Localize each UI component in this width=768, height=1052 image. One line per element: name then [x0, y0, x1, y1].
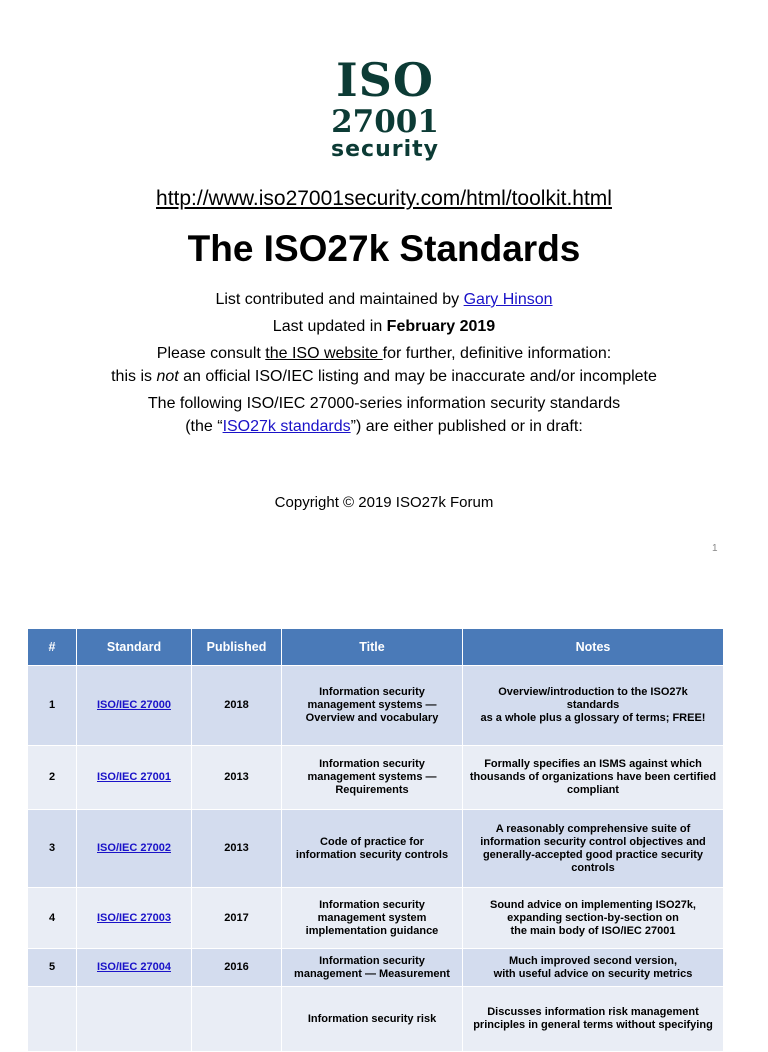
- published-cell: 2013: [192, 746, 282, 810]
- title-cell: Information security management systems — Requirements: [282, 746, 463, 810]
- standard-cell: [77, 949, 192, 987]
- consult-prefix: Please consult: [156, 345, 266, 362]
- contributed-prefix: List contributed and maintained by: [215, 291, 464, 308]
- updated-prefix: Last updated in: [272, 318, 387, 335]
- iso-website-link[interactable]: the ISO website: [265, 345, 383, 362]
- iso27001-logo: [310, 55, 460, 161]
- title-cell: Code of practice for information security controls: [282, 810, 463, 888]
- title-cell: Information security management — Measurement: [282, 949, 463, 987]
- following-line-2: [100, 415, 668, 438]
- published-cell: 2016: [192, 949, 282, 987]
- header-standard: Standard: [77, 629, 192, 666]
- standard-link[interactable]: ISO/IEC 27004: [97, 961, 171, 973]
- following2-prefix: (the “: [185, 418, 223, 435]
- toolkit-url[interactable]: http://www.iso27001security.com/html/toolkit.html: [156, 187, 612, 210]
- contributor-link[interactable]: Gary Hinson: [463, 291, 553, 308]
- logo-line-iso: ISO: [336, 53, 434, 107]
- row-number: 3: [28, 810, 77, 888]
- notes-cell: A reasonably comprehensive suite of information security control objectives and generally-accepted good practice security controls: [463, 810, 724, 888]
- published-cell: 2017: [192, 888, 282, 949]
- disclaimer-prefix: this is: [111, 368, 157, 385]
- following2-suffix: ”) are either published or in draft:: [350, 418, 583, 435]
- row-number: 1: [28, 666, 77, 746]
- table-row: [28, 949, 724, 987]
- table-row: [28, 746, 724, 810]
- intro-text: [100, 288, 668, 438]
- header-title: Title: [282, 629, 463, 666]
- row-number: 5: [28, 949, 77, 987]
- notes-cell: Overview/introduction to the ISO27k standards as a whole plus a glossary of terms; FREE!: [463, 666, 724, 746]
- row-number: 4: [28, 888, 77, 949]
- following-line: The following ISO/IEC 27000-series information security standards: [147, 395, 621, 412]
- standard-cell: [77, 810, 192, 888]
- standard-link[interactable]: ISO/IEC 27000: [97, 699, 171, 711]
- published-cell: 2018: [192, 666, 282, 746]
- notes-cell: Formally specifies an ISMS against which thousands of organizations have been certified compliant: [463, 746, 724, 810]
- standards-table-container: [27, 628, 723, 1052]
- standard-cell: [77, 987, 192, 1052]
- published-cell: [192, 987, 282, 1052]
- updated-line: [100, 315, 668, 338]
- header-published: Published: [192, 629, 282, 666]
- disclaimer-line: [100, 365, 668, 388]
- row-number: 2: [28, 746, 77, 810]
- standard-cell: [77, 888, 192, 949]
- logo-line-security: security: [331, 137, 439, 162]
- consult-suffix: for further, definitive information:: [382, 345, 612, 362]
- notes-cell: Discusses information risk management principles in general terms without specifying: [463, 987, 724, 1052]
- standard-link[interactable]: ISO/IEC 27002: [97, 842, 171, 854]
- standard-cell: [77, 666, 192, 746]
- copyright: Copyright © 2019 ISO27k Forum: [274, 494, 494, 511]
- title-cell: Information security management systems — Overview and vocabulary: [282, 666, 463, 746]
- updated-date: February 2019: [386, 318, 496, 335]
- row-number: [28, 987, 77, 1052]
- title-cell: Information security risk: [282, 987, 463, 1052]
- notes-cell: Sound advice on implementing ISO27k, expanding section-by-section on the main body of ISO/IEC 27001: [463, 888, 724, 949]
- header-num: #: [28, 629, 77, 666]
- disclaimer-emphasis: not: [156, 368, 179, 385]
- logo-line-27001: 27001: [331, 104, 439, 140]
- page-title: The ISO27k Standards: [187, 228, 581, 269]
- notes-cell: Much improved second version, with useful advice on security metrics: [463, 949, 724, 987]
- page-number: 1: [712, 543, 718, 554]
- consult-line: [100, 342, 668, 365]
- standards-table: [27, 628, 724, 1052]
- contributed-line: [100, 288, 668, 311]
- table-row: [28, 987, 724, 1052]
- standard-link[interactable]: ISO/IEC 27001: [97, 771, 171, 783]
- published-cell: 2013: [192, 810, 282, 888]
- standard-cell: [77, 746, 192, 810]
- standard-link[interactable]: ISO/IEC 27003: [97, 911, 171, 924]
- table-row: [28, 666, 724, 746]
- iso27k-standards-link[interactable]: ISO27k standards: [222, 418, 351, 435]
- table-row: [28, 810, 724, 888]
- table-row: [28, 888, 724, 949]
- disclaimer-suffix: an official ISO/IEC listing and may be inaccurate and/or incomplete: [178, 368, 657, 385]
- table-header-row: [28, 629, 724, 666]
- title-cell: Information security management system implementation guidance: [282, 888, 463, 949]
- header-notes: Notes: [463, 629, 724, 666]
